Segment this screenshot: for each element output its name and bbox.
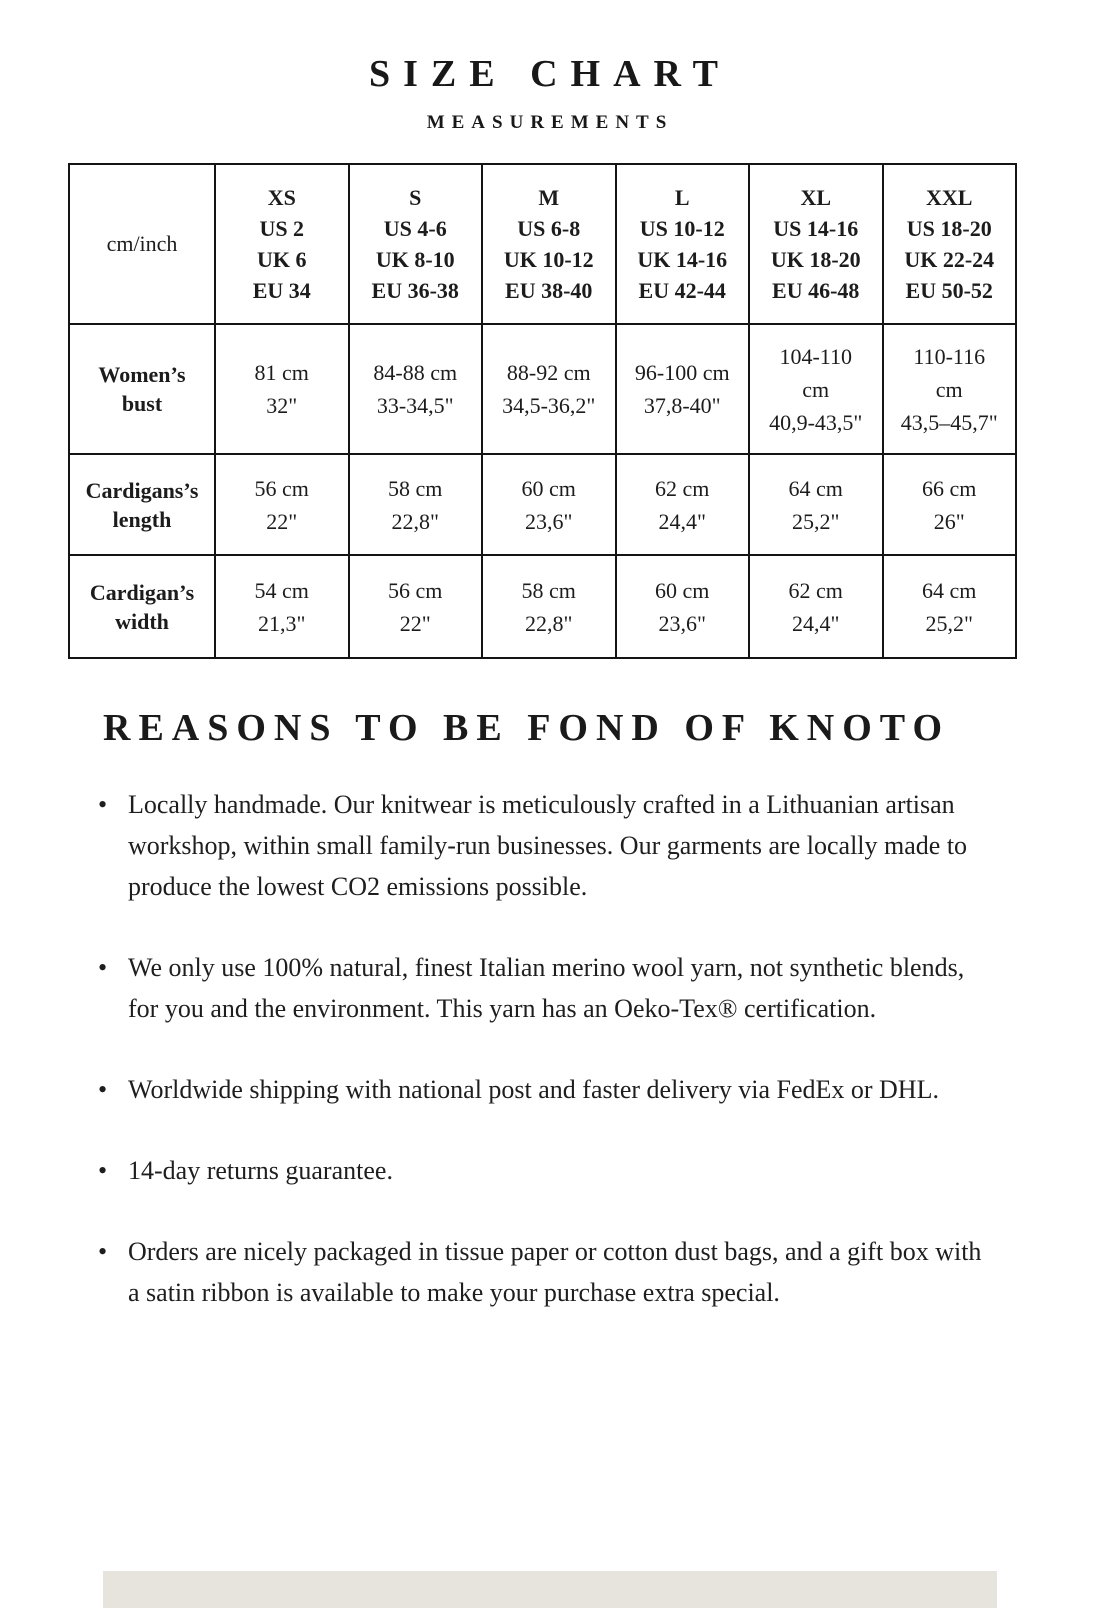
row-label-bust: Women’s bust: [69, 324, 215, 454]
table-row-length: [69, 454, 1016, 555]
reason-item: • We only use 100% natural, finest Italian merino wool yarn, not synthetic blends, for you and the environment. This yarn has an Oeko-Tex® certification.: [96, 947, 991, 1029]
size-column-header-l: L US 10-12 UK 14-16 EU 42-44: [616, 164, 750, 324]
measurement-cell: 56 cm 22": [215, 454, 349, 555]
measurement-cell: 60 cm 23,6": [616, 555, 750, 658]
measurement-cell: 88-92 cm 34,5-36,2": [482, 324, 616, 454]
measurement-cell: 84-88 cm 33-34,5": [349, 324, 483, 454]
reasons-list: [96, 784, 991, 1313]
row-label-width: Cardigan’s width: [69, 555, 215, 658]
size-column-header-xxl: XXL US 18-20 UK 22-24 EU 50-52: [883, 164, 1017, 324]
row-label-length: Cardigans’s length: [69, 454, 215, 555]
page-title: SIZE CHART: [368, 53, 731, 95]
section-heading: REASONS TO BE FOND OF KNOTO: [103, 707, 951, 749]
reason-item: • Worldwide shipping with national post and faster delivery via FedEx or DHL.: [96, 1069, 991, 1110]
measurement-cell: 64 cm 25,2": [883, 555, 1017, 658]
measurement-cell: 56 cm 22": [349, 555, 483, 658]
measurement-cell: 110-116 cm 43,5–45,7": [883, 324, 1017, 454]
measurement-cell: 62 cm 24,4": [749, 555, 883, 658]
size-column-header-xl: XL US 14-16 UK 18-20 EU 46-48: [749, 164, 883, 324]
measurement-cell: 60 cm 23,6": [482, 454, 616, 555]
size-chart-header-row: [69, 164, 1016, 324]
size-column-header-xs: XS US 2 UK 6 EU 34: [215, 164, 349, 324]
page-subtitle: MEASUREMENTS: [426, 112, 674, 133]
reason-item: • Locally handmade. Our knitwear is meticulously crafted in a Lithuanian artisan workshop, within small family-run businesses. Our garments are locally made to produce the lowest CO2 emissions possible.: [96, 784, 991, 907]
measurement-cell: 96-100 cm 37,8-40": [616, 324, 750, 454]
table-row-width: [69, 555, 1016, 658]
measurement-cell: 66 cm 26": [883, 454, 1017, 555]
reason-item: • Orders are nicely packaged in tissue paper or cotton dust bags, and a gift box with a satin ribbon is available to make your purchase extra special.: [96, 1231, 991, 1313]
size-chart-table: [68, 163, 1017, 659]
measurement-cell: 58 cm 22,8": [482, 555, 616, 658]
table-row-bust: [69, 324, 1016, 454]
reason-item: • 14-day returns guarantee.: [96, 1150, 991, 1191]
measurement-cell: 104-110 cm 40,9-43,5": [749, 324, 883, 454]
size-column-header-m: M US 6-8 UK 10-12 EU 38-40: [482, 164, 616, 324]
footer-bar: [103, 1571, 997, 1608]
measurement-cell: 81 cm 32": [215, 324, 349, 454]
measurement-cell: 58 cm 22,8": [349, 454, 483, 555]
measurement-cell: 64 cm 25,2": [749, 454, 883, 555]
corner-unit-label: cm/inch: [69, 164, 215, 324]
measurement-cell: 62 cm 24,4": [616, 454, 750, 555]
size-column-header-s: S US 4-6 UK 8-10 EU 36-38: [349, 164, 483, 324]
measurement-cell: 54 cm 21,3": [215, 555, 349, 658]
